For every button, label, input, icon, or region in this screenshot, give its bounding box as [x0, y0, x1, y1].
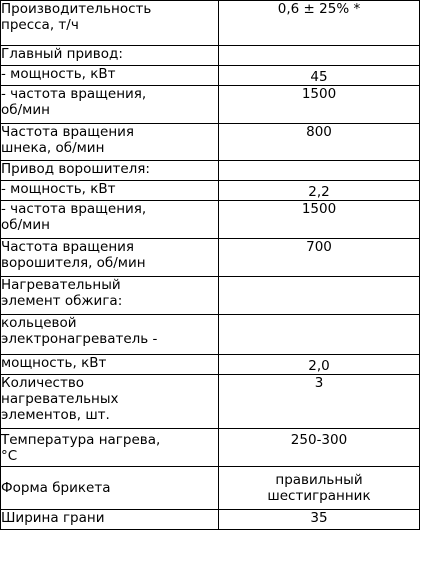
table-row: [1, 375, 420, 429]
row-label: Количество нагревательных элементов, шт.: [1, 375, 219, 429]
row-label: Частота вращения ворошителя, об/мин: [1, 239, 219, 277]
row-label: - частота вращения, об/мин: [1, 201, 219, 239]
row-value: [219, 46, 420, 66]
table-row: [1, 239, 420, 277]
row-value: 250-300: [219, 429, 420, 467]
row-value: 3: [219, 375, 420, 429]
row-value: 1500: [219, 201, 420, 239]
table-row: [1, 46, 420, 66]
row-label: кольцевой электронагреватель -: [1, 315, 219, 355]
table-row: [1, 161, 420, 181]
row-label: - частота вращения, об/мин: [1, 86, 219, 124]
row-value: [219, 161, 420, 181]
row-value: 2,0: [219, 355, 420, 375]
row-value: 1500: [219, 86, 420, 124]
table-row: [1, 467, 420, 510]
row-label: Температура нагрева, °C: [1, 429, 219, 467]
row-label: Ширина грани: [1, 510, 219, 530]
row-label: - мощность, кВт: [1, 66, 219, 86]
table-row: [1, 1, 420, 46]
row-value: [219, 315, 420, 355]
row-label: мощность, кВт: [1, 355, 219, 375]
row-label: Частота вращения шнека, об/мин: [1, 124, 219, 161]
row-value: 700: [219, 239, 420, 277]
table-row: [1, 315, 420, 355]
table-row: [1, 429, 420, 467]
table-row: [1, 277, 420, 315]
row-value: 800: [219, 124, 420, 161]
table-row: [1, 355, 420, 375]
row-value: 35: [219, 510, 420, 530]
table-row: [1, 86, 420, 124]
table-row: [1, 124, 420, 161]
row-label: - мощность, кВт: [1, 181, 219, 201]
row-label: Главный привод:: [1, 46, 219, 66]
table-row: [1, 66, 420, 86]
table-row: [1, 201, 420, 239]
table-row: [1, 510, 420, 530]
row-value: правильный шестигранник: [219, 467, 420, 510]
row-value: 2,2: [219, 181, 420, 201]
row-value: 0,6 ± 25% *: [219, 1, 420, 46]
row-value: [219, 277, 420, 315]
row-value: 45: [219, 66, 420, 86]
row-label: Привод ворошителя:: [1, 161, 219, 181]
row-label: Форма брикета: [1, 467, 219, 510]
row-label: Нагревательный элемент обжига:: [1, 277, 219, 315]
table-row: [1, 181, 420, 201]
row-label: Производительность пресса, т/ч: [1, 1, 219, 46]
